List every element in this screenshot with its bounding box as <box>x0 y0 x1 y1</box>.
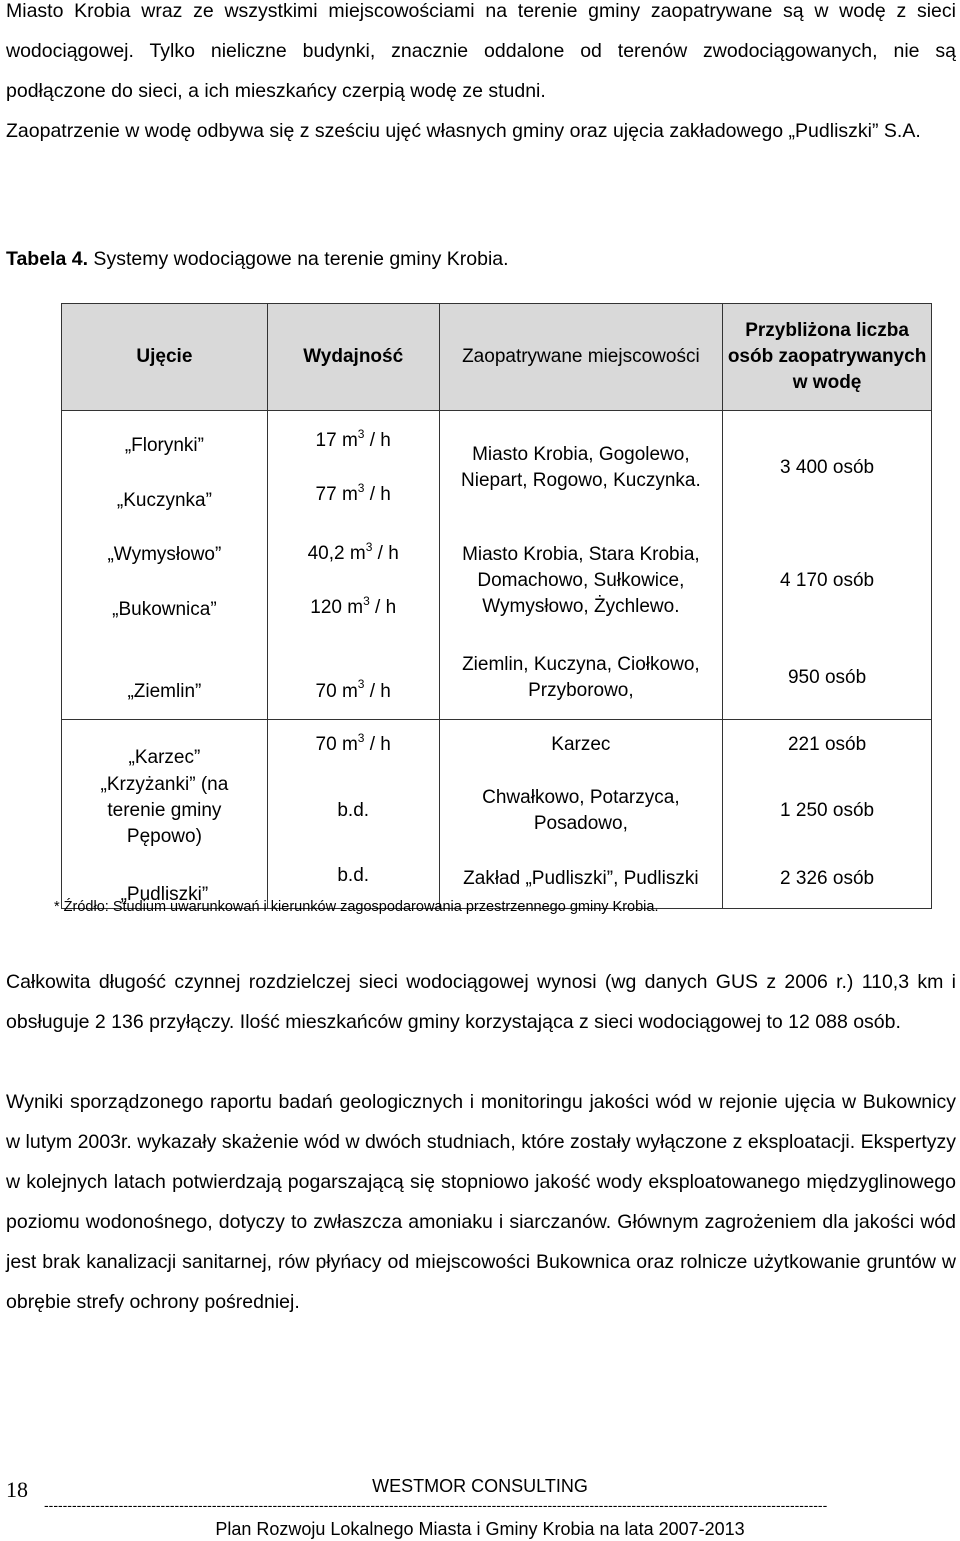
cell-capacity-1a <box>267 411 439 525</box>
table-row-ziemlin <box>62 637 932 719</box>
footer-plan-title: Plan Rozwoju Lokalnego Miasta i Gminy Krobia na lata 2007-2013 <box>215 1519 745 1539</box>
cell-localities-karzec: Karzec <box>439 719 723 771</box>
footer-company: WESTMOR CONSULTING <box>372 1476 588 1496</box>
header-intake: Ujęcie <box>62 304 268 411</box>
intro-paragraph <box>6 0 956 151</box>
water-systems-table <box>61 303 932 909</box>
cell-intake-ziemlin: „Ziemlin” <box>62 637 268 719</box>
table-caption <box>6 248 509 271</box>
cell-capacity-ziemlin: 70 $m^3$ / h <box>267 637 439 719</box>
capacity-wymyslowo: 40,2 $m^3$ / h <box>307 539 399 564</box>
header-localities: Zaopatrywane miejscowości <box>439 304 723 411</box>
cell-localities-pudliszki: Zakład „Pudliszki”, Pudliszki <box>439 851 723 908</box>
cell-localities-ziemlin: Ziemlin, Kuczyna, Ciołkowo, Przyborowo, <box>439 637 723 719</box>
cell-capacity-krzyzanki: b.d. <box>267 771 439 851</box>
capacity-florynki: 17 $m^3$ / h <box>315 426 391 451</box>
cell-people-1b: 4 170 osób <box>723 525 932 637</box>
table-caption-text: Systemy wodociągowe na terenie gminy Krobia. <box>88 248 509 270</box>
intro-text-1: Miasto Krobia wraz ze wszystkimi miejscowościami na terenie gminy zaopatrywane są w wodę z sieci wodociągowej. Tylko nieliczne budynki, znacznie oddalone od terenów zwodociągowanych, nie są podłączone do sieci, a ich mieszkańcy czerpią wodę ze studni. <box>6 0 956 102</box>
table-header-row <box>62 304 932 411</box>
cell-people-1a: 3 400 osób <box>723 411 932 525</box>
page-number: 18 <box>6 1477 28 1502</box>
cell-intakes-group1 <box>62 411 268 638</box>
cell-capacity-karzec: 70 $m^3$ / h <box>267 719 439 771</box>
body-paragraph-quality: Wyniki sporządzonego raportu badań geologicznych i monitoringu jakości wód w rejonie ujęcia w Bukownicy w lutym 2003r. wykazały skażenie wód w dwóch studniach, które zostały wyłączone z eksploatacji. Ekspertyzy w kolejnych latach potwierdzają pogarszającą się stopniowo jakość wody eksploatowanego międzyglinowego poziomu wodonośnego, dotyczy to zwłaszcza amoniaku i siarczanów. Głównym zagrożeniem dla jakości wód jest brak kanalizacji sanitarnej, rów płyńacy od miejscowości Bukownica oraz rolnicze użytkowanie gruntów w obrębie strefy ochrony pośredniej. <box>6 1091 956 1313</box>
cell-intake-pudliszki: „Pudliszki” <box>62 851 268 908</box>
table-row-krzyzanki <box>62 771 932 851</box>
header-capacity: Wydajność <box>267 304 439 411</box>
body-paragraph-network: Całkowita długość czynnej rozdzielczej sieci wodociągowej wynosi (wg danych GUS z 2006 r.) 110,3 km i obsługuje 2 136 przyłączy. Ilość mieszkańców gminy korzystająca z sieci wodociągowej to 12 088 osób. <box>6 971 956 1033</box>
cell-localities-1a: Miasto Krobia, Gogolewo, Niepart, Rogowo, Kuczynka. <box>439 411 723 525</box>
intake-kuczynka: „Kuczynka” <box>116 489 212 511</box>
table-row-group1a <box>62 411 932 525</box>
table-row-karzec <box>62 719 932 771</box>
capacity-kuczynka: 77 $m^3$ / h <box>315 480 391 505</box>
footer-rule: ------------------------------------------------------------------------------------------------------------------------------------------------------------------------ <box>44 1497 828 1513</box>
cell-capacity-1b <box>267 525 439 637</box>
cell-intake-krzyzanki: „Krzyżanki” (na terenie gminy Pępowo) <box>62 771 268 851</box>
cell-people-karzec: 221 osób <box>723 719 932 771</box>
cell-capacity-pudliszki: b.d. <box>267 851 439 908</box>
intake-florynki: „Florynki” <box>124 435 204 456</box>
header-people: Przybliżona liczba osób zaopatrywanych w wodę <box>723 304 932 411</box>
cell-people-ziemlin: 950 osób <box>723 637 932 719</box>
table-source-footnote: * Źródło: Studium uwarunkowań i kierunków zagospodarowania przestrzennego gminy Krobia. <box>54 899 659 915</box>
cell-intake-karzec: „Karzec” <box>62 719 268 771</box>
cell-localities-1b: Miasto Krobia, Stara Krobia, Domachowo, Sułkowice, Wymysłowo, Żychlewo. <box>439 525 723 637</box>
intake-bukownica: „Bukownica” <box>112 598 217 620</box>
table-caption-label: Tabela 4. <box>6 248 89 270</box>
cell-people-pudliszki: 2 326 osób <box>723 851 932 908</box>
intro-text-2: Zaopatrzenie w wodę odbywa się z sześciu ujęć własnych gminy oraz ujęcia zakładowego „Pudliszki” S.A. <box>6 120 921 142</box>
cell-people-krzyzanki: 1 250 osób <box>723 771 932 851</box>
capacity-bukownica: 120 $m^3$ / h <box>310 593 397 618</box>
intake-wymyslowo: „Wymysłowo” <box>107 544 222 565</box>
cell-localities-krzyzanki: Chwałkowo, Potarzyca, Posadowo, <box>439 771 723 851</box>
